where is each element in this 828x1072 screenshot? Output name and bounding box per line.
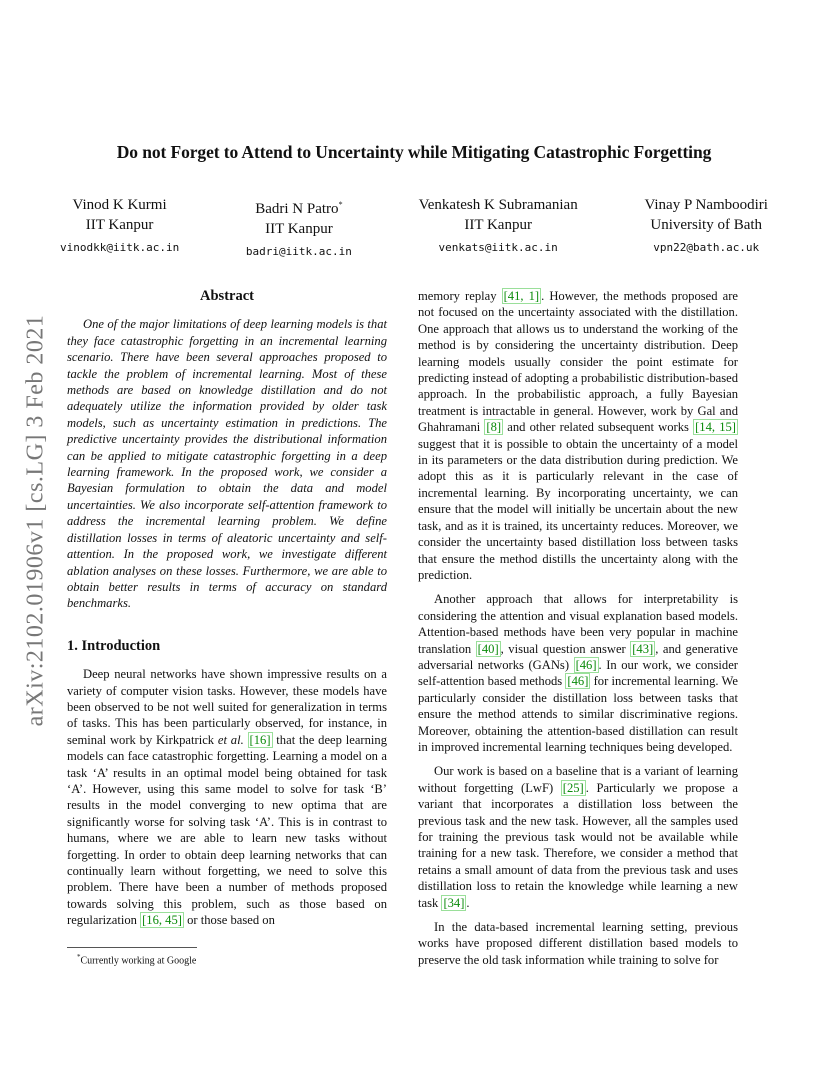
author-affiliation: IIT Kanpur xyxy=(265,221,333,237)
author-3 xyxy=(419,195,578,258)
author-email[interactable]: vinodkk@iitk.ac.in xyxy=(60,241,180,254)
abstract-text: One of the major limitations of deep learning models is that they face catastrophic forgetting in an incremental learning scenario. There have been several approaches proposed to tackle the problem of incremental learning. Most of these methods are based on knowledge distillation and do not adequately utilize the information provided by older task models, such as uncertainty estimation in predictions. The predictive uncertainty provides the distributional information can be applied to mitigate catastrophic forgetting in a deep learning framework. In the proposed work, we consider a Bayesian formulation to obtain the data and model uncertainties. We also incorporate self-attention framework to address the incremental learning problem. We define distillation losses in terms of aleatoric uncertainty and self-attention. In the proposed work, we investigate different ablation analyses on these losses. Furthermore, we are able to obtain better results in terms of accuracy on standard benchmarks. xyxy=(67,317,387,611)
arxiv-sidebar xyxy=(16,305,56,735)
author-email[interactable]: venkats@iitk.ac.in xyxy=(438,241,558,254)
citation-link[interactable]: [34] xyxy=(443,895,465,910)
author-list xyxy=(60,195,768,258)
author-1 xyxy=(60,195,179,258)
intro-paragraph-5: In the data-based incremental learning setting, previous works have proposed different distillation based models to preserve the old task information while training to solve for xyxy=(418,920,738,967)
author-name: Venkatesh K Subramanian xyxy=(418,197,578,213)
left-column xyxy=(67,288,387,937)
intro-paragraph-3: Another approach that allows for interpretability is considering the attention and visual explanation based models. Attention-based methods have been very popular in machine translation [40] , visual question answer [43] , and generative adversarial networks (GANs) [46] . In our work, we consider self-attention based methods [46] for incremental learning. We particularly consider the distillation loss between tasks that ensure the method attends to similar discriminative regions. Moreover, obtaining the attention-based distillation can result in improved incremental learning techniques being developed. xyxy=(418,592,738,754)
footnote-text: Currently working at Google xyxy=(80,955,197,967)
footnote-mark: * xyxy=(77,953,81,961)
abstract-heading: Abstract xyxy=(200,288,254,304)
citation-link[interactable]: [16] xyxy=(249,732,271,747)
arxiv-identifier: arXiv:2102.01906v1 [cs.LG] 3 Feb 2021 xyxy=(22,314,49,726)
footnote-divider xyxy=(67,947,197,948)
author-affiliation: IIT Kanpur xyxy=(85,217,154,233)
author-email[interactable]: vpn22@bath.ac.uk xyxy=(653,241,760,254)
footnote xyxy=(77,953,196,966)
introduction-heading: 1. Introduction xyxy=(67,637,161,654)
citation-link[interactable]: [41, 1] xyxy=(503,289,540,303)
intro-paragraph-2: memory replay [41, 1] . However, the methods proposed are not focused on the uncertainty associated with the distillation. One approach that allows us to understand the working of the method is by considering the uncertainty distribution. Deep learning models usually consider the point estimate for predicting instead of adopting a probabilistic distribution-based approach. In the probabilistic approach, a fully Bayesian treatment is intractable in general. However, work by Gal and Ghahramani [8] and other related subsequent works [14, 15] suggest that it is possible to obtain the uncertainty of a model in its parameters or the data distribution during prediction. We adopt this as it is particularly relevant in the case of incremental learning. By incorporating uncertainty, we can ensure that the model will initially be uncertain about the new task, and as it is trained, its uncertainty reduces. Moreover, we consider the uncertainty based distillation loss between tasks that ensure the method distills the uncertainty along with the prediction. xyxy=(418,289,739,582)
author-name: Vinod K Kurmi xyxy=(72,197,167,213)
citation-link[interactable]: [43] xyxy=(632,641,654,656)
footnote-mark[interactable]: * xyxy=(338,200,343,209)
citation-link[interactable]: [46] xyxy=(567,674,589,689)
author-4 xyxy=(644,195,768,258)
citation-link[interactable]: [25] xyxy=(562,780,584,795)
citation-link[interactable]: [46] xyxy=(575,657,597,672)
citation-link[interactable]: [16, 45] xyxy=(142,913,182,928)
author-2 xyxy=(246,195,352,258)
citation-link[interactable]: [40] xyxy=(477,641,499,656)
author-email[interactable]: badri@iitk.ac.in xyxy=(245,245,352,258)
right-column xyxy=(418,288,738,976)
author-affiliation: University of Bath xyxy=(650,217,763,233)
citation-link[interactable]: [8] xyxy=(486,420,502,435)
intro-paragraph-4: Our work is based on a baseline that is a variant of learning without forgetting (LwF) [25] . Particularly we propose a variant that incorporates a distillation loss between the previous task and the new task. However, all the samples used for training the previous task would not be available while training for a new task. Therefore, we consider a method that retains a small amount of data from the previous task and uses distillation loss to retain the knowledge while learning a new task [34] . xyxy=(418,764,739,910)
paper-title: Do not Forget to Attend to Uncertainty while Mitigating Catastrophic Forgetting xyxy=(116,142,712,162)
intro-paragraph-1: Deep neural networks have shown impressive results on a variety of computer vision tasks. However, these models have been observed to be not well suited for generalization in terms of tasks. This has been particularly observed, for instance, in seminal work by Kirkpatrick et al. [16] that the deep learning models can face catastrophic forgetting. Learning a model on a task ‘A’ results in an optimal model being obtained for task ‘A’. However, using this same model to solve for task ‘B’ results in the model converging to new optima that are significantly worse for solving task ‘A’. This is in contrast to humans, where we are able to learn new tasks without forgetting. In order to obtain deep learning networks that can continually learn without forgetting, we need to solve this problem. There have been a number of methods proposed towards solving this problem, such as those based on regularization [16, 45] or those based on xyxy=(67,667,388,928)
author-affiliation: IIT Kanpur xyxy=(464,217,532,233)
citation-link[interactable]: [14, 15] xyxy=(695,420,736,435)
author-name: Badri N Patro* xyxy=(255,200,343,217)
author-name: Vinay P Namboodiri xyxy=(644,197,768,213)
